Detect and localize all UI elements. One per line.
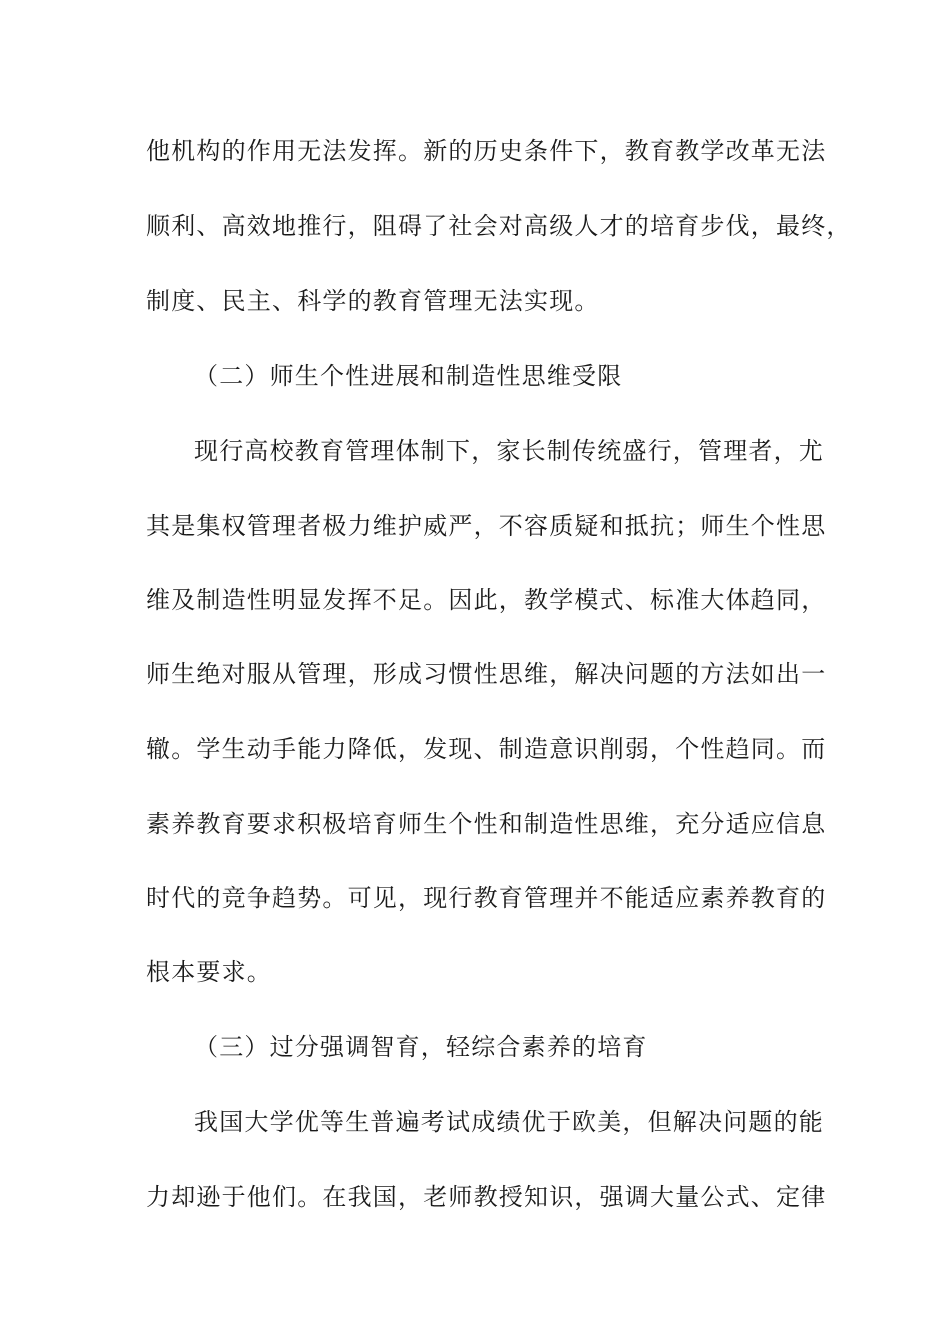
body-text-line: 时代的竞争趋势。可见，现行教育管理并不能适应素养教育的: [146, 884, 827, 912]
body-text-line: 力却逊于他们。在我国，老师教授知识，强调大量公式、定律: [146, 1183, 827, 1211]
body-text-line: 师生绝对服从管理，形成习惯性思维，解决问题的方法如出一: [146, 660, 827, 688]
body-text-line: 素养教育要求积极培育师生个性和制造性思维，充分适应信息: [146, 810, 827, 838]
section-heading: （二）师生个性进展和制造性思维受限: [194, 362, 623, 390]
body-text-line: 根本要求。: [146, 958, 272, 986]
body-text-line: 其是集权管理者极力维护威严，不容质疑和抵抗；师生个性思: [146, 512, 827, 540]
body-text-line: 维及制造性明显发挥不足。因此，教学模式、标准大体趋同，: [146, 586, 827, 614]
body-text-line: 现行高校教育管理体制下，家长制传统盛行，管理者，尤: [194, 437, 824, 465]
body-text-line: 他机构的作用无法发挥。新的历史条件下，教育教学改革无法: [146, 137, 827, 165]
body-text-line: 我国大学优等生普遍考试成绩优于欧美，但解决问题的能: [194, 1108, 824, 1136]
body-text-line: 顺利、高效地推行，阻碍了社会对高级人才的培育步伐，最终，: [146, 212, 852, 240]
body-text-line: 制度、民主、科学的教育管理无法实现。: [146, 287, 600, 315]
section-heading: （三）过分强调智育，轻综合素养的培育: [194, 1033, 648, 1061]
body-text-line: 辙。学生动手能力降低，发现、制造意识削弱，个性趋同。而: [146, 735, 827, 763]
